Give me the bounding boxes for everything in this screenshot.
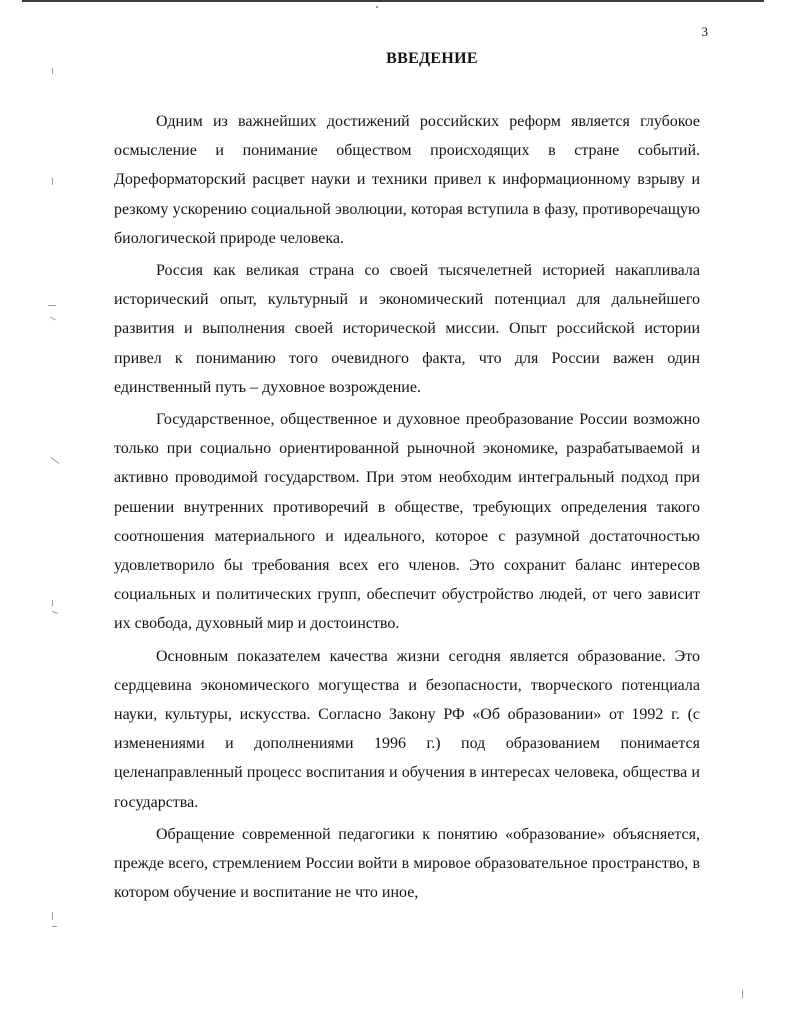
scan-artifact xyxy=(52,178,53,185)
paragraph-2: Россия как великая страна со своей тысячелетней историей накапливала исторический опыт, культурный и экономический потенциал для дальнейшего развития и выполнения своей исторической миссии. Опыт российской истории привел к пониманию того очевидного факта, что для России важен один единственный путь – духовное возрождение. xyxy=(114,262,700,396)
scan-artifact xyxy=(742,990,743,998)
scan-artifact xyxy=(51,457,60,464)
scan-artifact xyxy=(52,611,58,614)
paragraph-4: Основным показателем качества жизни сегодня является образование. Это сердцевина экономического могущества и безопасности, творческого потенциала науки, культуры, искусства. Согласно Закону РФ «Об образовании» от 1992 г. (с изменениями и дополнениями 1996 г.) под образованием понимается целенаправленный процесс воспитания и обучения в интересах человека, общества и государства. xyxy=(114,647,700,811)
scan-artifact xyxy=(48,305,56,306)
page-number: 3 xyxy=(701,24,708,39)
top-border-line xyxy=(22,0,764,2)
paragraph-3: Государственное, общественное и духовное преобразование России возможно только при социально ориентированной рыночной экономике, разрабатываемой и активно проводимой государством. При этом необходим интегральный подход при решении внутренних противоречий в обществе, требующих определения такого соотношения материального и идеального, которое с разумной достаточностью удовлетворило бы требования всех его членов. Это сохранит баланс интересов социальных и политических групп, обеспечит обустройство людей, от чего зависит их свобода, духовный мир и достоинство. xyxy=(114,411,700,633)
scan-artifact xyxy=(52,926,57,927)
scan-artifact xyxy=(52,68,53,74)
page-title: ВВЕДЕНИЕ xyxy=(386,50,478,67)
paragraph-5: Обращение современной педагогики к понятию «образование» объясняется, прежде всего, стремлением России войти в мировое образовательное пространство, в котором обучение и воспитание не что иное, xyxy=(114,825,700,902)
scan-artifact xyxy=(376,6,378,8)
scan-artifact xyxy=(52,912,53,920)
paragraph-1: Одним из важнейших достижений российских реформ является глубокое осмысление и понимание обществом происходящих в стране событий. Дореформаторский расцвет науки и техники привел к информационному взрыву и резкому ускорению социальной эволюции, которая вступила в фазу, противоречащую биологической природе человека. xyxy=(114,113,700,247)
document-body xyxy=(114,107,700,907)
scan-artifact xyxy=(52,600,53,606)
scan-artifact xyxy=(50,317,56,321)
